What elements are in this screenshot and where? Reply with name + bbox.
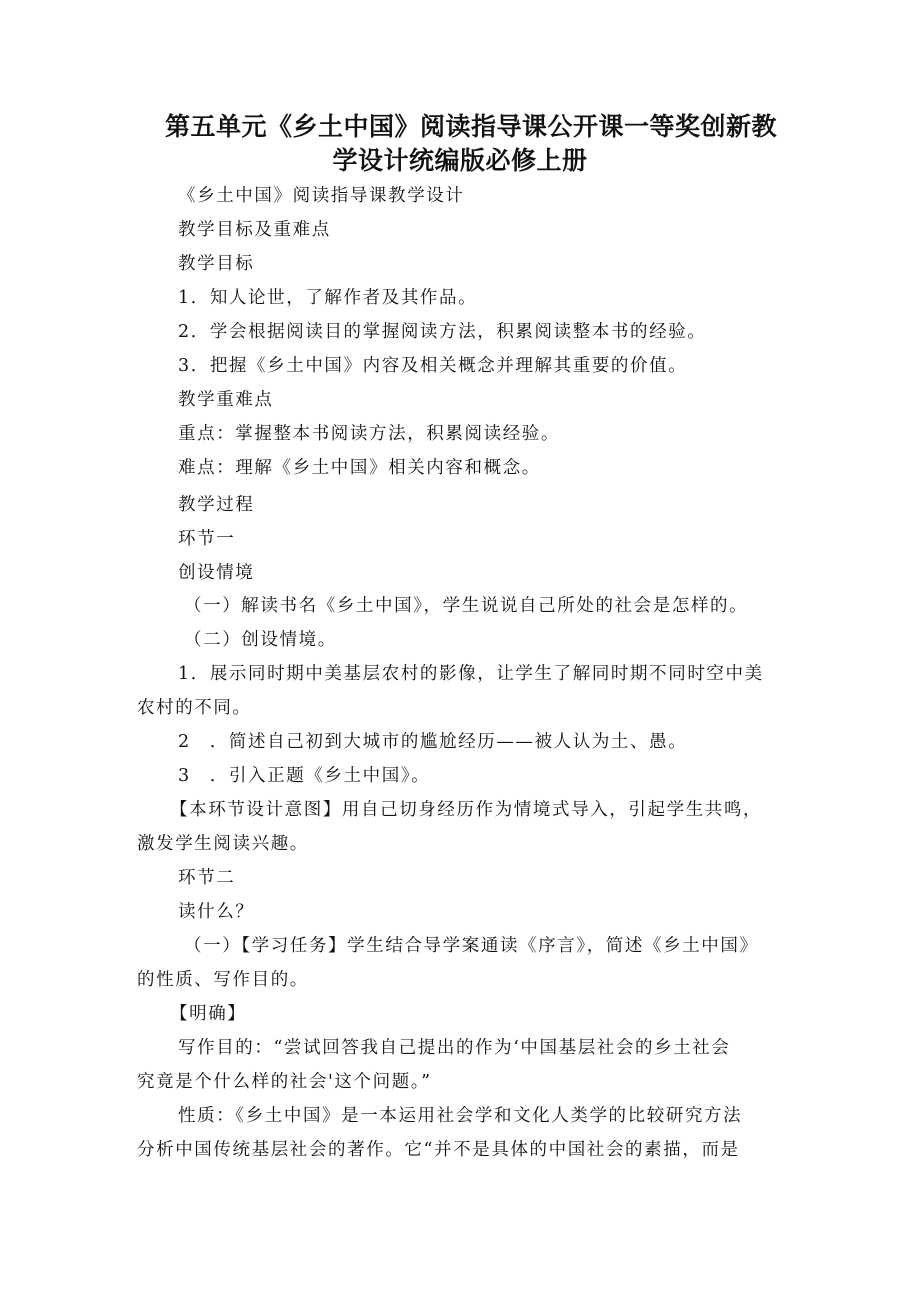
heading-teaching-goals: 教学目标 <box>178 254 255 274</box>
title-line-2: 学设计统编版必修上册 <box>332 146 588 175</box>
scene-step-3: 3 ．引入正题《乡土中国》。 <box>178 766 431 786</box>
goal-item-3: 3．把握《乡土中国》内容及相关概念并理解其重要的价值。 <box>178 356 688 376</box>
design-intent-line-1: 【本环节设计意图】用自己切身经历作为情境式导入，引起学生共鸣， <box>170 800 763 820</box>
key-point: 重点：掌握整本书阅读方法，积累阅读经验。 <box>178 424 560 444</box>
nature-line-1: 性质：《乡土中国》是一本运用社会学和文化人类学的比较研究方法 <box>178 1106 743 1126</box>
section-heading-2: 环节二 <box>178 868 236 888</box>
design-intent-line-2: 激发学生阅读兴趣。 <box>137 834 309 854</box>
nature-line-2: 分析中国传统基层社会的著作。它“并不是具体的中国社会的素描，而是 <box>137 1140 740 1160</box>
learning-task-line-2: 的性质、写作目的。 <box>137 970 309 990</box>
section-subheading-what-to-read: 读什么？ <box>178 902 255 922</box>
learning-task-line-1: （一）【学习任务】学生结合导学案通读《序言》，简述《乡土中国》 <box>184 936 759 956</box>
scene-step-2: 2 ．简述自己初到大城市的尴尬经历——被人认为土、愚。 <box>178 732 688 752</box>
section-heading-1: 环节一 <box>178 529 236 549</box>
goal-item-2: 2．学会根据阅读目的掌握阅读方法，积累阅读整本书的经验。 <box>178 322 707 342</box>
difficult-point: 难点：理解《乡土中国》相关内容和概念。 <box>178 458 541 478</box>
writing-purpose-line-1: 写作目的：“尝试回答我自己提出的作为‘中国基层社会的乡土社会 <box>178 1038 731 1058</box>
writing-purpose-line-2: 究竟是个什么样的社会'这个问题。” <box>137 1072 432 1092</box>
heading-key-difficulties: 教学重难点 <box>178 390 274 410</box>
heading-teaching-process: 教学过程 <box>178 495 255 515</box>
heading-goals-and-difficulties: 教学目标及重难点 <box>178 220 331 240</box>
scene-step-1-line-2: 农村的不同。 <box>137 698 252 718</box>
title-line-1: 第五单元《乡土中国》阅读指导课公开课一等奖创新教 <box>164 112 777 141</box>
scene-item-2: （二）创设情境。 <box>184 630 337 650</box>
section-subheading-create-scene: 创设情境 <box>178 563 255 583</box>
goal-item-1: 1．知人论世，了解作者及其作品。 <box>178 288 478 308</box>
scene-step-1-line-1: 1．展示同时期中美基层农村的影像，让学生了解同时期不同时空中美 <box>178 664 764 684</box>
subtitle: 《乡土中国》阅读指导课教学设计 <box>178 186 465 206</box>
scene-item-1: （一）解读书名《乡土中国》，学生说说自己所处的社会是怎样的。 <box>184 596 749 616</box>
clarify-label: 【明确】 <box>170 1004 247 1024</box>
